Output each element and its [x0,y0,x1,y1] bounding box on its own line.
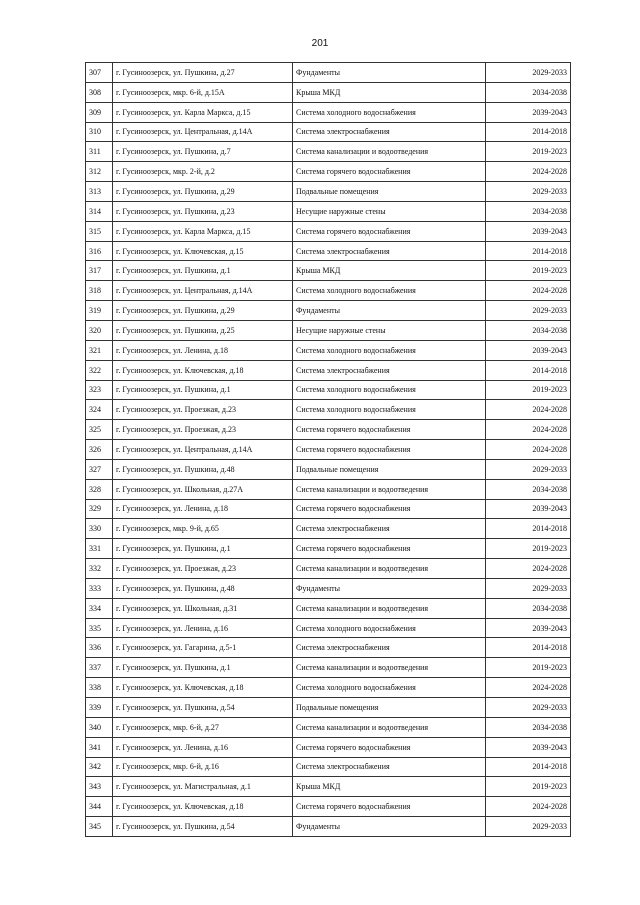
period-cell: 2024-2028 [486,678,571,698]
address-cell: г. Гусиноозерск, ул. Центральная, д.14А [113,440,293,460]
work-type-cell: Система холодного водоснабжения [293,400,486,420]
work-type-cell: Система горячего водоснабжения [293,499,486,519]
work-type-cell: Система горячего водоснабжения [293,737,486,757]
row-number-cell: 341 [86,737,113,757]
table-row [86,479,571,499]
row-number-cell: 320 [86,320,113,340]
row-number-cell: 342 [86,757,113,777]
work-type-cell: Крыша МКД [293,261,486,281]
address-cell: г. Гусиноозерск, ул. Школьная, д.27А [113,479,293,499]
row-number-cell: 344 [86,797,113,817]
table-row [86,301,571,321]
period-cell: 2024-2028 [486,420,571,440]
address-cell: г. Гусиноозерск, ул. Ленина, д.16 [113,737,293,757]
repair-schedule-table [85,62,571,837]
table-row [86,182,571,202]
address-cell: г. Гусиноозерск, ул. Карла Маркса, д.15 [113,221,293,241]
work-type-cell: Система электроснабжения [293,757,486,777]
address-cell: г. Гусиноозерск, ул. Проезжая, д.23 [113,400,293,420]
row-number-cell: 332 [86,559,113,579]
address-cell: г. Гусиноозерск, ул. Пушкина, д.23 [113,201,293,221]
table-row [86,757,571,777]
period-cell: 2034-2038 [486,320,571,340]
period-cell: 2014-2018 [486,360,571,380]
period-cell: 2034-2038 [486,598,571,618]
table-row [86,797,571,817]
work-type-cell: Система горячего водоснабжения [293,440,486,460]
period-cell: 2029-2033 [486,698,571,718]
period-cell: 2034-2038 [486,479,571,499]
table-row [86,380,571,400]
table-row [86,221,571,241]
work-type-cell: Система холодного водоснабжения [293,380,486,400]
work-type-cell: Система канализации и водоотведения [293,479,486,499]
address-cell: г. Гусиноозерск, ул. Ключевская, д.18 [113,360,293,380]
page-number: 201 [311,38,329,49]
address-cell: г. Гусиноозерск, ул. Магистральная, д.1 [113,777,293,797]
period-cell: 2014-2018 [486,241,571,261]
table-row [86,82,571,102]
table-row [86,400,571,420]
row-number-cell: 336 [86,638,113,658]
row-number-cell: 313 [86,182,113,202]
work-type-cell: Подвальные помещения [293,182,486,202]
work-type-cell: Система электроснабжения [293,638,486,658]
address-cell: г. Гусиноозерск, мкр. 6-й, д.16 [113,757,293,777]
work-type-cell: Система холодного водоснабжения [293,618,486,638]
table-row [86,559,571,579]
period-cell: 2039-2043 [486,340,571,360]
work-type-cell: Фундаменты [293,301,486,321]
row-number-cell: 338 [86,678,113,698]
period-cell: 2014-2018 [486,757,571,777]
address-cell: г. Гусиноозерск, ул. Пушкина, д.1 [113,539,293,559]
row-number-cell: 340 [86,717,113,737]
table-row [86,777,571,797]
work-type-cell: Система канализации и водоотведения [293,717,486,737]
table-row [86,241,571,261]
row-number-cell: 339 [86,698,113,718]
period-cell: 2019-2023 [486,380,571,400]
work-type-cell: Система горячего водоснабжения [293,162,486,182]
address-cell: г. Гусиноозерск, ул. Пушкина, д.1 [113,261,293,281]
period-cell: 2019-2023 [486,539,571,559]
work-type-cell: Система канализации и водоотведения [293,598,486,618]
row-number-cell: 307 [86,63,113,83]
work-type-cell: Система электроснабжения [293,519,486,539]
period-cell: 2024-2028 [486,797,571,817]
table-row [86,122,571,142]
period-cell: 2019-2023 [486,658,571,678]
address-cell: г. Гусиноозерск, ул. Ключевская, д.18 [113,678,293,698]
row-number-cell: 328 [86,479,113,499]
work-type-cell: Крыша МКД [293,82,486,102]
period-cell: 2019-2023 [486,142,571,162]
row-number-cell: 327 [86,459,113,479]
period-cell: 2024-2028 [486,281,571,301]
period-cell: 2029-2033 [486,63,571,83]
row-number-cell: 343 [86,777,113,797]
work-type-cell: Система холодного водоснабжения [293,678,486,698]
table-row [86,340,571,360]
table-row [86,817,571,837]
row-number-cell: 324 [86,400,113,420]
address-cell: г. Гусиноозерск, ул. Ленина, д.18 [113,340,293,360]
period-cell: 2014-2018 [486,519,571,539]
period-cell: 2029-2033 [486,459,571,479]
period-cell: 2034-2038 [486,82,571,102]
row-number-cell: 321 [86,340,113,360]
work-type-cell: Система канализации и водоотведения [293,142,486,162]
period-cell: 2034-2038 [486,717,571,737]
row-number-cell: 329 [86,499,113,519]
table-row [86,320,571,340]
period-cell: 2024-2028 [486,400,571,420]
period-cell: 2029-2033 [486,817,571,837]
row-number-cell: 318 [86,281,113,301]
table-row [86,201,571,221]
address-cell: г. Гусиноозерск, ул. Проезжая, д.23 [113,559,293,579]
address-cell: г. Гусиноозерск, ул. Школьная, д.31 [113,598,293,618]
work-type-cell: Система электроснабжения [293,122,486,142]
address-cell: г. Гусиноозерск, ул. Пушкина, д.54 [113,817,293,837]
table-row [86,519,571,539]
address-cell: г. Гусиноозерск, ул. Ленина, д.16 [113,618,293,638]
row-number-cell: 322 [86,360,113,380]
address-cell: г. Гусиноозерск, ул. Пушкина, д.1 [113,658,293,678]
row-number-cell: 314 [86,201,113,221]
row-number-cell: 325 [86,420,113,440]
row-number-cell: 345 [86,817,113,837]
address-cell: г. Гусиноозерск, ул. Пушкина, д.48 [113,578,293,598]
address-cell: г. Гусиноозерск, ул. Пушкина, д.48 [113,459,293,479]
address-cell: г. Гусиноозерск, ул. Пушкина, д.27 [113,63,293,83]
table-row [86,658,571,678]
table-row [86,162,571,182]
row-number-cell: 331 [86,539,113,559]
row-number-cell: 312 [86,162,113,182]
period-cell: 2039-2043 [486,102,571,122]
table-row [86,440,571,460]
period-cell: 2019-2023 [486,777,571,797]
address-cell: г. Гусиноозерск, ул. Пушкина, д.29 [113,182,293,202]
table-row [86,598,571,618]
row-number-cell: 311 [86,142,113,162]
work-type-cell: Система холодного водоснабжения [293,102,486,122]
row-number-cell: 308 [86,82,113,102]
period-cell: 2024-2028 [486,440,571,460]
row-number-cell: 319 [86,301,113,321]
address-cell: г. Гусиноозерск, мкр. 9-й, д.65 [113,519,293,539]
period-cell: 2029-2033 [486,578,571,598]
row-number-cell: 315 [86,221,113,241]
work-type-cell: Система горячего водоснабжения [293,420,486,440]
work-type-cell: Система горячего водоснабжения [293,539,486,559]
row-number-cell: 330 [86,519,113,539]
address-cell: г. Гусиноозерск, ул. Пушкина, д.7 [113,142,293,162]
period-cell: 2014-2018 [486,122,571,142]
table-row [86,618,571,638]
period-cell: 2039-2043 [486,618,571,638]
work-type-cell: Система электроснабжения [293,360,486,380]
row-number-cell: 326 [86,440,113,460]
address-cell: г. Гусиноозерск, ул. Пушкина, д.1 [113,380,293,400]
row-number-cell: 316 [86,241,113,261]
table-row [86,638,571,658]
period-cell: 2024-2028 [486,162,571,182]
table-row [86,420,571,440]
work-type-cell: Система электроснабжения [293,241,486,261]
address-cell: г. Гусиноозерск, ул. Ленина, д.18 [113,499,293,519]
table-row [86,717,571,737]
table-row [86,539,571,559]
work-type-cell: Фундаменты [293,63,486,83]
address-cell: г. Гусиноозерск, ул. Пушкина, д.29 [113,301,293,321]
table-row [86,281,571,301]
table-row [86,698,571,718]
table-row [86,578,571,598]
period-cell: 2029-2033 [486,301,571,321]
address-cell: г. Гусиноозерск, ул. Гагарина, д.5-1 [113,638,293,658]
period-cell: 2024-2028 [486,559,571,579]
address-cell: г. Гусиноозерск, ул. Ключевская, д.15 [113,241,293,261]
address-cell: г. Гусиноозерск, мкр. 2-й, д.2 [113,162,293,182]
table-body [86,63,571,837]
table-row [86,142,571,162]
table-row [86,102,571,122]
address-cell: г. Гусиноозерск, ул. Проезжая, д.23 [113,420,293,440]
table-row [86,63,571,83]
address-cell: г. Гусиноозерск, мкр. 6-й, д.15А [113,82,293,102]
table-row [86,678,571,698]
period-cell: 2014-2018 [486,638,571,658]
row-number-cell: 317 [86,261,113,281]
address-cell: г. Гусиноозерск, ул. Пушкина, д.54 [113,698,293,718]
work-type-cell: Система холодного водоснабжения [293,281,486,301]
row-number-cell: 334 [86,598,113,618]
work-type-cell: Фундаменты [293,817,486,837]
period-cell: 2019-2023 [486,261,571,281]
work-type-cell: Система холодного водоснабжения [293,340,486,360]
work-type-cell: Фундаменты [293,578,486,598]
address-cell: г. Гусиноозерск, мкр. 6-й, д.27 [113,717,293,737]
work-type-cell: Подвальные помещения [293,698,486,718]
work-type-cell: Система канализации и водоотведения [293,559,486,579]
row-number-cell: 337 [86,658,113,678]
table-row [86,737,571,757]
address-cell: г. Гусиноозерск, ул. Центральная, д.14А [113,281,293,301]
work-type-cell: Несущие наружные стены [293,320,486,340]
work-type-cell: Крыша МКД [293,777,486,797]
period-cell: 2029-2033 [486,182,571,202]
table-row [86,459,571,479]
table-row [86,261,571,281]
row-number-cell: 323 [86,380,113,400]
address-cell: г. Гусиноозерск, ул. Карла Маркса, д.15 [113,102,293,122]
work-type-cell: Система горячего водоснабжения [293,797,486,817]
row-number-cell: 333 [86,578,113,598]
row-number-cell: 335 [86,618,113,638]
address-cell: г. Гусиноозерск, ул. Центральная, д.14А [113,122,293,142]
address-cell: г. Гусиноозерск, ул. Ключевская, д.18 [113,797,293,817]
row-number-cell: 310 [86,122,113,142]
period-cell: 2034-2038 [486,201,571,221]
work-type-cell: Подвальные помещения [293,459,486,479]
work-type-cell: Система канализации и водоотведения [293,658,486,678]
row-number-cell: 309 [86,102,113,122]
table-row [86,499,571,519]
period-cell: 2039-2043 [486,221,571,241]
work-type-cell: Система горячего водоснабжения [293,221,486,241]
period-cell: 2039-2043 [486,737,571,757]
table-row [86,360,571,380]
period-cell: 2039-2043 [486,499,571,519]
address-cell: г. Гусиноозерск, ул. Пушкина, д.25 [113,320,293,340]
work-type-cell: Несущие наружные стены [293,201,486,221]
